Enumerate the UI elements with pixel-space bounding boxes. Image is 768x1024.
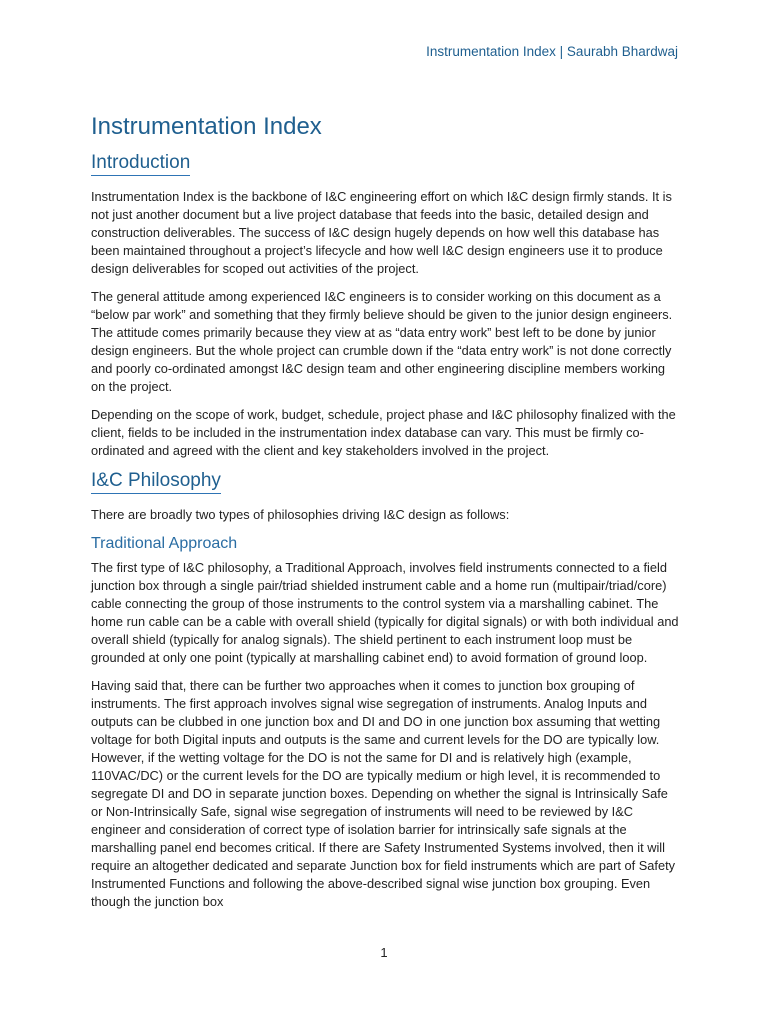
page-number: 1 (380, 945, 388, 960)
document-title: Instrumentation Index (91, 113, 322, 140)
introduction-heading-wrap (91, 152, 679, 182)
traditional-paragraph-2: Having said that, there can be further two approaches when it comes to junction box grouping of instruments. The first approach involves signal wise segregation of instruments. Analog Inputs and outputs can be clubbed in one junction box and DI and DO in one junction box assuming that wetting voltage for both Digital inputs and outputs is the same and current levels for the DO are typically low. However, if the wetting voltage for the DO is not the same for DI and is relatively high (example, 110VAC/DC) or the current levels for the DO are typically medium or high level, it is recommended to segregate DI and DO in separate junction boxes. Depending on whether the signal is Intrinsically Safe or Non-Intrinsically Safe, signal wise segregation of instruments will need to be reviewed by I&C engineer and consideration of correct type of isolation barrier for intrinsically safe signals at the marshalling panel end becomes critical. If there are Safety Instrumented Systems involved, then it will require an altogether dedicated and separate Junction box for field instruments which are part of Safety Instrumented Functions and following the above-described signal wise junction box grouping. Even though the junction box (91, 677, 676, 909)
running-header: Instrumentation Index | Saurabh Bhardwaj (426, 44, 678, 59)
introduction-paragraph-2: The general attitude among experienced I&C engineers is to consider working on this document as a “below par work” and something that they firmly believe should be given to the junior design engineers. The attitude comes primarily because they view at as “data entry work” best left to be done by junior design engineers. But the whole project can crumble down if the “data entry work” is not done correctly and poorly co-ordinated amongst I&C design team and other engineering discipline members working on the project. (91, 288, 673, 394)
philosophy-heading-wrap (91, 470, 679, 500)
traditional-paragraph-1: The first type of I&C philosophy, a Traditional Approach, involves field instruments connected to a field junction box through a single pair/triad shielded instrument cable and a home run (multipair/triad/core) cable connecting the group of those instruments to the control system via a marshalling cabinet. The home run cable can be a cable with overall shield (typically for digital signals) or with both individual and overall shield (typically for analog signals). The shield pertinent to each instrument loop must be grounded at only one point (typically at marshalling cabinet end) to avoid formation of ground loop. (91, 559, 679, 665)
introduction-paragraph-3: Depending on the scope of work, budget, schedule, project phase and I&C philosophy finalized with the client, fields to be included in the instrumentation index database can vary. This must be firmly co-ordinated and agreed with the client and key stakeholders involved in the project. (91, 406, 676, 458)
document-body (91, 112, 679, 921)
traditional-approach-heading: Traditional Approach (91, 534, 238, 552)
introduction-heading: Introduction (91, 152, 190, 176)
philosophy-intro: There are broadly two types of philosophies driving I&C design as follows: (91, 506, 510, 522)
introduction-paragraph-1: Instrumentation Index is the backbone of I&C engineering effort on which I&C design firmly stands. It is not just another document but a live project database that feeds into the basic, detailed design and construction deliverables. The success of I&C design hugely depends on how well this database has been maintained throughout a project’s lifecycle and how well I&C design engineers use it to produce design deliverables for scoped out activities of the project. (91, 188, 672, 276)
philosophy-heading: I&C Philosophy (91, 470, 221, 494)
